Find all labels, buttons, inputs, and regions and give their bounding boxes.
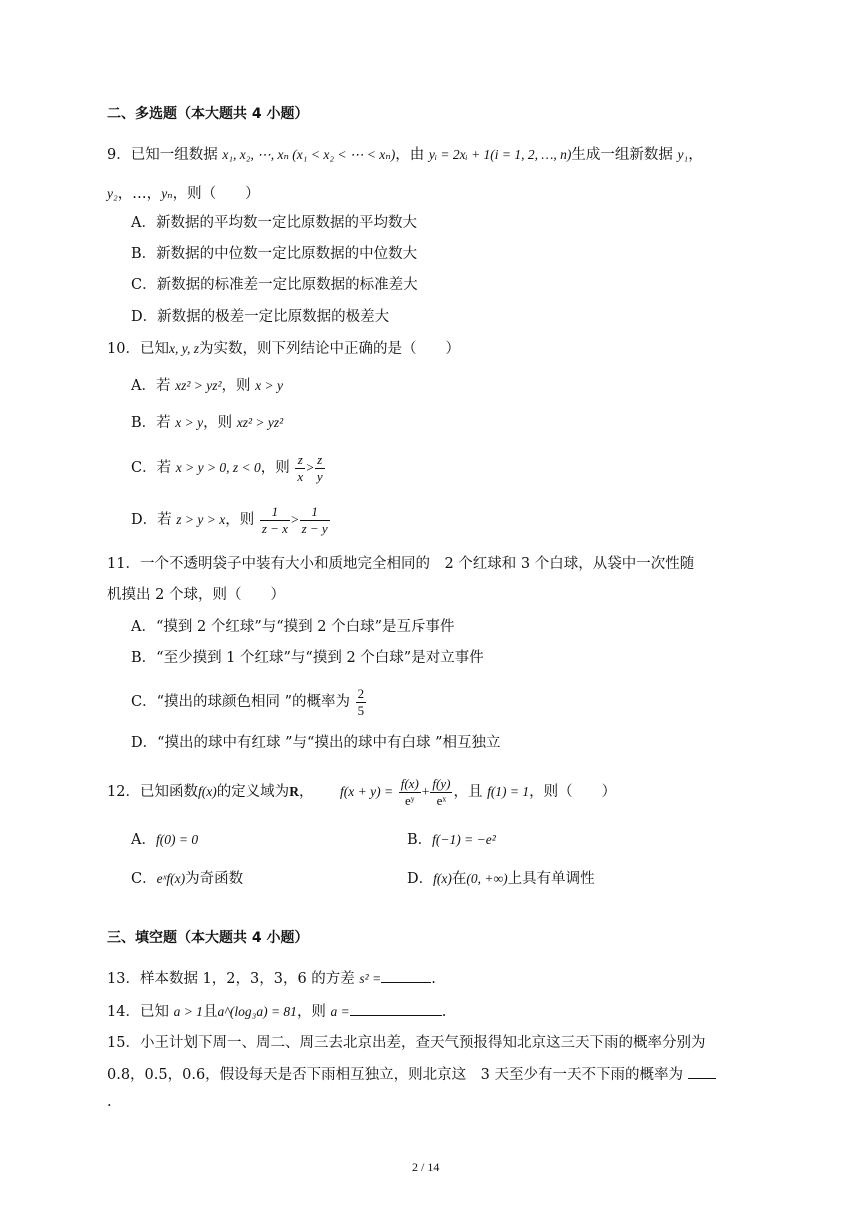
q12-text-4: ，且 <box>453 784 483 800</box>
q15-line3: . <box>107 1094 112 1110</box>
q12-d-text: 在 <box>451 871 467 887</box>
q12-option-b <box>407 830 496 850</box>
q11-option-a: A．“摸到 2 个红球”与“摸到 2 个白球”是互斥事件 <box>131 619 455 635</box>
q11-c-text: C．“摸出的球颜色相同 ”的概率为 <box>131 694 351 710</box>
q9-math-data: x₁, x₂, ⋯, xₙ (x₁ < x₂ < ⋯ < xₙ) <box>222 147 396 162</box>
q9-text-5: ，…， <box>117 186 162 202</box>
q11-c-num: 2 <box>357 685 365 701</box>
q10-c-condition: x > y > 0, z < 0 <box>175 460 261 475</box>
q11-option-b: B．“至少摸到 1 个红球”与“摸到 2 个白球”是对立事件 <box>131 650 484 666</box>
q9-text-2: ，由 <box>395 147 425 163</box>
q9-option-d: D．新数据的极差一定比原数据的极差大 <box>131 309 390 325</box>
q10-option-c <box>131 450 326 486</box>
q14-answer-blank[interactable] <box>350 1001 442 1016</box>
q12-frac-2 <box>430 776 452 809</box>
q10-c-fraction-2 <box>315 452 325 485</box>
q9-text-3: 生成一组新数据 <box>571 147 673 163</box>
section-2-title: 二、多选题（本大题共 4 小题） <box>107 106 309 122</box>
q12-c-text: 为奇函数 <box>185 871 244 887</box>
q12-b-math: f(−1) = −e² <box>432 832 496 847</box>
q12-d-math: f(x) <box>433 871 452 886</box>
q10-text: 10．已知 <box>107 341 169 357</box>
q12-a-label: A． <box>131 832 156 848</box>
q9-option-a: A．新数据的平均数一定比原数据的平均数大 <box>131 215 417 231</box>
q10-c-den-1: x <box>297 468 304 484</box>
q14-math-a: a = <box>330 1004 350 1019</box>
q12-math-fx: f(x) <box>197 784 217 799</box>
q13-end: . <box>431 971 436 987</box>
q15-answer-blank[interactable] <box>688 1064 716 1079</box>
q12-frac-1-num: f(x) <box>400 775 419 791</box>
q9-stem-line2 <box>107 184 260 204</box>
q13-text: 13．样本数据 1，2，3，3，6 的方差 <box>107 971 355 987</box>
page-number: 2 / 14 <box>412 1160 440 1174</box>
q11-option-d: D．“摸出的球中有红球 ”与“摸出的球中有白球 ”相互独立 <box>131 735 501 751</box>
q12-text-3: ， <box>298 784 314 800</box>
q10-a-result: x > y <box>255 378 283 393</box>
q10-a-condition: xz² > yz² <box>175 378 222 393</box>
q9-option-c: C．新数据的标准差一定比原数据的标准差大 <box>131 277 418 293</box>
q10-d-num-2: 1 <box>300 504 330 521</box>
q10-b-label: B．若 <box>131 415 171 431</box>
q12-frac-1-den: eʸ <box>404 792 415 808</box>
q9-math-y1: y₁ <box>677 147 689 162</box>
q10-a-label: A．若 <box>131 378 171 394</box>
section-3-title: 三、填空题（本大题共 4 小题） <box>107 930 309 946</box>
q15-line1: 15．小王计划下周一、周二、周三去北京出差，查天气预报得知北京这三天下雨的概率分别为 <box>107 1035 706 1051</box>
q10-b-then: ，则 <box>203 415 233 431</box>
q9-math-yn: yₙ <box>161 186 173 201</box>
q10-a-then: ，则 <box>221 378 251 394</box>
q12-frac-2-den: eˣ <box>436 792 447 808</box>
q12-text-2: 的定义域为 <box>216 784 290 800</box>
q12-text-5: ，则（ ） <box>529 784 617 800</box>
q12-option-d <box>407 869 595 889</box>
q10-math-vars: x, y, z <box>168 341 199 356</box>
q9-stem-line1 <box>107 145 703 165</box>
q11-option-c <box>131 684 367 720</box>
q10-d-label: D．若 <box>131 512 172 528</box>
q14-text-2: 且 <box>202 1004 218 1020</box>
q10-d-den-2: z − y <box>301 520 328 536</box>
q12-frac-1 <box>399 776 421 809</box>
q10-d-condition: z > y > x <box>176 512 226 527</box>
q12-d-label: D． <box>407 871 434 887</box>
q10-d-den-1: z − x <box>261 520 288 536</box>
q10-b-condition: x > y <box>175 415 204 430</box>
q10-d-operator: > <box>290 512 299 527</box>
q9-text-4: ， <box>688 147 703 163</box>
q10-text-2: 为实数，则下列结论中正确的是（ ） <box>198 341 460 357</box>
q12-math-f1: f(1) = 1 <box>487 784 530 799</box>
q12-a-math: f(0) = 0 <box>155 832 199 847</box>
q11-stem-line2: 机摸出 2 个球，则（ ） <box>107 587 285 603</box>
q12-d-text-2: 上具有单调性 <box>507 871 595 887</box>
q10-option-a <box>131 376 283 396</box>
q14-end: . <box>441 1004 447 1020</box>
q10-b-result: xz² > yz² <box>236 415 284 430</box>
q10-d-fraction-1 <box>260 504 290 537</box>
q10-c-operator: > <box>306 460 314 475</box>
q15-line2 <box>107 1064 716 1085</box>
q12-d-interval: (0, +∞) <box>466 871 508 886</box>
q10-c-then: ，则 <box>260 460 290 476</box>
q13 <box>107 968 436 989</box>
q9-math-y2: y₂ <box>107 186 118 201</box>
q10-d-num-1: 1 <box>260 504 290 521</box>
q10-c-den-2: y <box>316 468 323 484</box>
q10-d-fraction-2 <box>300 504 330 537</box>
q9-option-b: B．新数据的中位数一定比原数据的中位数大 <box>131 246 418 262</box>
q12-option-c <box>131 869 243 889</box>
q11-c-den: 5 <box>357 702 365 718</box>
q12-text: 12．已知函数 <box>107 784 198 800</box>
q12-option-a <box>131 830 198 850</box>
q11-c-fraction <box>356 686 367 719</box>
q14 <box>107 1001 446 1022</box>
q12-c-label: C． <box>131 871 157 887</box>
q15-line2-text: 0.8，0.5，0.6，假设每天是否下雨相互独立，则北京这 3 天至少有一天不下雨的概率为 <box>107 1067 684 1083</box>
q12-stem <box>107 772 616 812</box>
q12-plus: + <box>421 784 430 799</box>
q10-option-d <box>131 502 331 538</box>
q12-equation-lhs: f(x + y) = <box>340 784 394 799</box>
q13-answer-blank[interactable] <box>381 968 431 983</box>
q9-text-6: ，则（ ） <box>172 186 260 202</box>
q12-domain-r: R <box>289 784 299 799</box>
q12-c-math: eˣf(x) <box>156 871 186 886</box>
q10-option-b <box>131 413 283 433</box>
q14-text: 14．已知 <box>107 1004 169 1020</box>
q10-c-fraction-1 <box>295 452 305 485</box>
q10-c-label: C．若 <box>131 460 172 476</box>
q9-math-transform: yᵢ = 2xᵢ + 1(i = 1, 2, …, n) <box>428 147 572 162</box>
q10-c-num-2: z <box>315 452 325 469</box>
q13-math: s² = <box>359 971 382 986</box>
q14-math-cond: a > 1 <box>173 1004 203 1019</box>
q14-math-equation: a^(log₃a) = 81 <box>217 1004 297 1019</box>
q10-c-num-1: z <box>295 452 305 469</box>
q10-d-then: ，则 <box>225 512 255 528</box>
q9-text: 9．已知一组数据 <box>107 147 218 163</box>
q12-b-label: B． <box>407 832 433 848</box>
q12-frac-2-num: f(y) <box>432 775 451 791</box>
q11-stem-line1: 11．一个不透明袋子中装有大小和质地完全相同的 2 个红球和 3 个白球，从袋中一次性随 <box>107 556 695 572</box>
q14-text-3: ，则 <box>296 1004 326 1020</box>
q10-stem <box>107 339 460 359</box>
